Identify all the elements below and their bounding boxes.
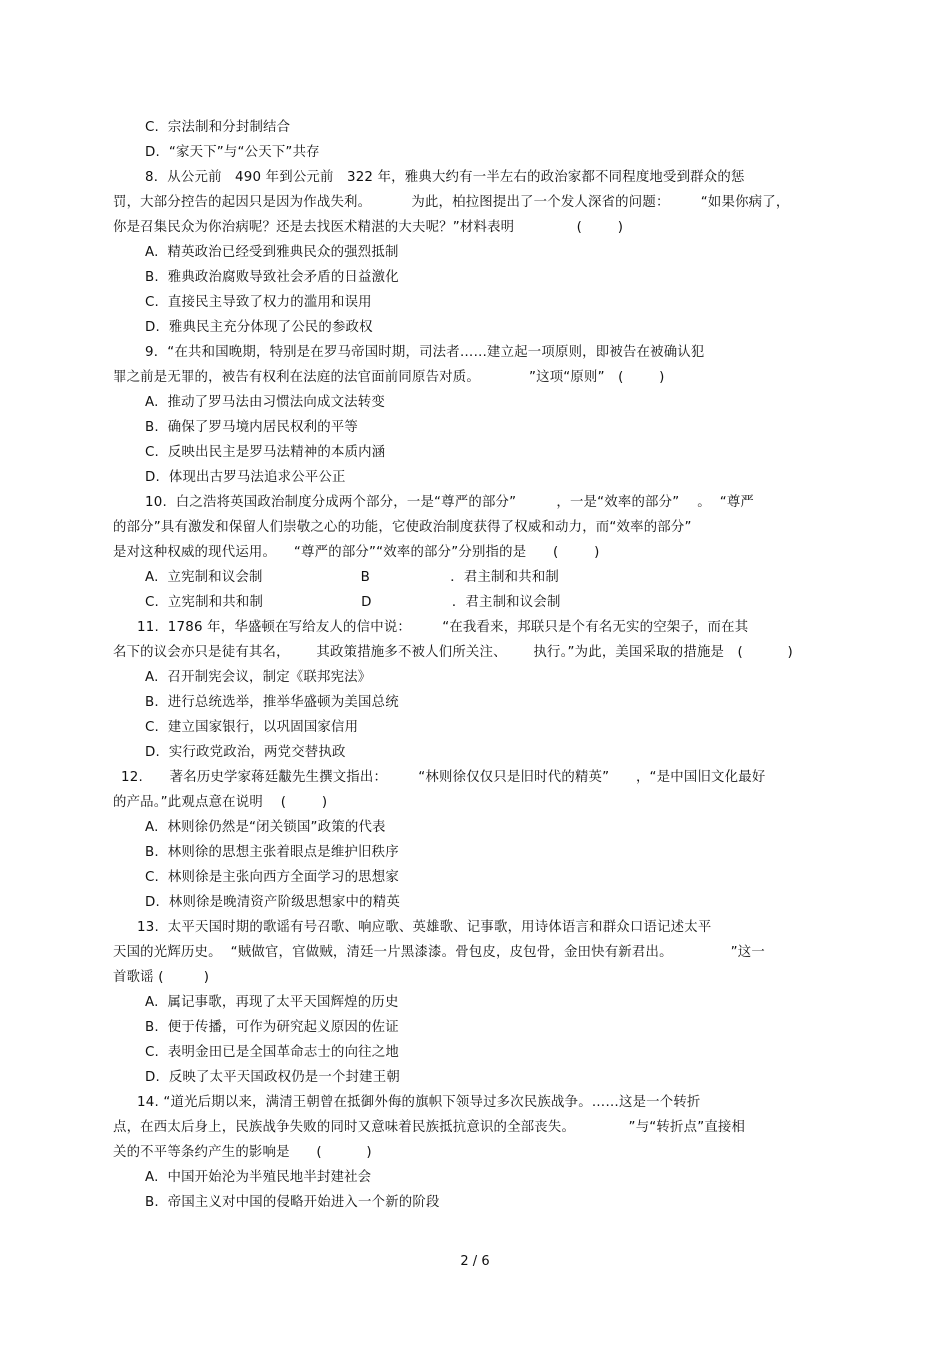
option-line: B. 进行总统选举，推举华盛顿为美国总统	[145, 695, 399, 710]
question-12-text: 12. 著名历史学家蒋廷黻先生撰文指出： “林则徐仅仅只是旧时代的精英” ，“是中国旧文化最好	[121, 770, 766, 785]
option-line: D. 雅典民主充分体现了公民的参政权	[145, 320, 373, 335]
option-line: C. 反映出民主是罗马法精神的本质内涵	[145, 445, 386, 460]
option-line: A. 中国开始沦为半殖民地半封建社会	[145, 1170, 372, 1185]
option-line: C. 建立国家银行，以巩固国家信用	[145, 720, 359, 735]
question-14-text: 点，在西太后身上，民族战争失败的同时又意味着民族抵抗意识的全部丧失。 ”与“转折点”直接相	[113, 1120, 746, 1135]
option-line: B. 雅典政治腐败导致社会矛盾的日益激化	[145, 270, 399, 285]
option-line: A. 推动了罗马法由习惯法向成文法转变	[145, 395, 385, 410]
question-9-text: 9．“在共和国晚期，特别是在罗马帝国时期，司法者……建立起一项原则，即被告在被确认犯	[145, 345, 705, 360]
question-14-text: 14. “道光后期以来，满清王朝曾在抵御外侮的旗帜下领导过多次民族战争。……这是一个转折	[137, 1095, 701, 1110]
option-line: C. 表明金田已是全国革命志士的向往之地	[145, 1045, 399, 1060]
question-8-text: 罚，大部分控告的起因只是因为作战失利。 为此，柏拉图提出了一个发人深省的问题： “如果你病了，	[113, 195, 790, 210]
option-line: D. 体现出古罗马法追求公平公正	[145, 470, 346, 485]
question-9-text: 罪之前是无罪的，被告有权利在法庭的法官面前同原告对质。 ”这项“原则” ( )	[113, 370, 665, 385]
option-line: D. 林则徐是晚清资产阶级思想家中的精英	[145, 895, 400, 910]
option-line: D. 反映了太平天国政权仍是一个封建王朝	[145, 1070, 400, 1085]
option-line: A. 属记事歌，再现了太平天国辉煌的历史	[145, 995, 399, 1010]
option-line: B. 帝国主义对中国的侵略开始进入一个新的阶段	[145, 1195, 440, 1210]
question-13-text: 首歌谣 ( )	[113, 970, 210, 985]
question-8-text: 你是召集民众为你治病呢？还是去找医术精湛的大夫呢？”材料表明 ( )	[113, 220, 624, 235]
question-13-text: 13. 太平天国时期的歌谣有号召歌、响应歌、英雄歌、记事歌，用诗体语言和群众口语记述太平	[137, 920, 712, 935]
option-line: C. 林则徐是主张向西方全面学习的思想家	[145, 870, 399, 885]
option-line: B. 林则徐的思想主张着眼点是维护旧秩序	[145, 845, 399, 860]
page-number: 2 / 6	[460, 1254, 490, 1269]
option-line: A. 立宪制和议会制 B ．君主制和共和制	[145, 570, 559, 585]
question-10-text: 的部分”具有激发和保留人们崇敬之心的功能，它使政治制度获得了权威和动力，而“效率的部分”	[113, 520, 692, 535]
question-12-text: 的产品。”此观点意在说明 ( )	[113, 795, 328, 810]
option-line: B. 便于传播，可作为研究起义原因的佐证	[145, 1020, 399, 1035]
question-8-text: 8．从公元前 490 年到公元前 322 年，雅典大约有一半左右的政治家都不同程度地受到群众的惩	[145, 170, 745, 185]
option-line: A. 精英政治已经受到雅典民众的强烈抵制	[145, 245, 399, 260]
option-line: D. “家天下”与“公天下”共存	[145, 145, 320, 160]
question-10-text: 10. 白之浩将英国政治制度分成两个部分，一是“尊严的部分” ，一是“效率的部分” 。 “尊严	[145, 495, 755, 510]
option-line: C. 宗法制和分封制结合	[145, 120, 291, 135]
option-line: C. 直接民主导致了权力的滥用和误用	[145, 295, 372, 310]
option-line: A. 林则徐仍然是“闭关锁国”政策的代表	[145, 820, 386, 835]
question-14-text: 关的不平等条约产生的影响是 ( )	[113, 1145, 372, 1160]
question-10-text: 是对这种权威的现代运用。 “尊严的部分”“效率的部分”分别指的是 ( )	[113, 545, 600, 560]
question-13-text: 天国的光辉历史。 “贼做官，官做贼，清廷一片黑漆漆。骨包皮，皮包骨，金田快有新君出。 ”这一	[113, 945, 765, 960]
question-11-text: 名下的议会亦只是徒有其名， 其政策措施多不被人们所关注、 执行。”为此，美国采取的措施是 ( )	[113, 645, 793, 660]
question-11-text: 11. 1786 年，华盛顿在写给友人的信中说： “在我看来，邦联只是个有名无实的空架子，而在其	[137, 620, 749, 635]
option-line: C. 立宪制和共和制 D ．君主制和议会制	[145, 595, 561, 610]
option-line: A. 召开制宪会议，制定《联邦宪法》	[145, 670, 372, 685]
option-line: D. 实行政党政治，两党交替执政	[145, 745, 346, 760]
option-line: B. 确保了罗马境内居民权利的平等	[145, 420, 359, 435]
